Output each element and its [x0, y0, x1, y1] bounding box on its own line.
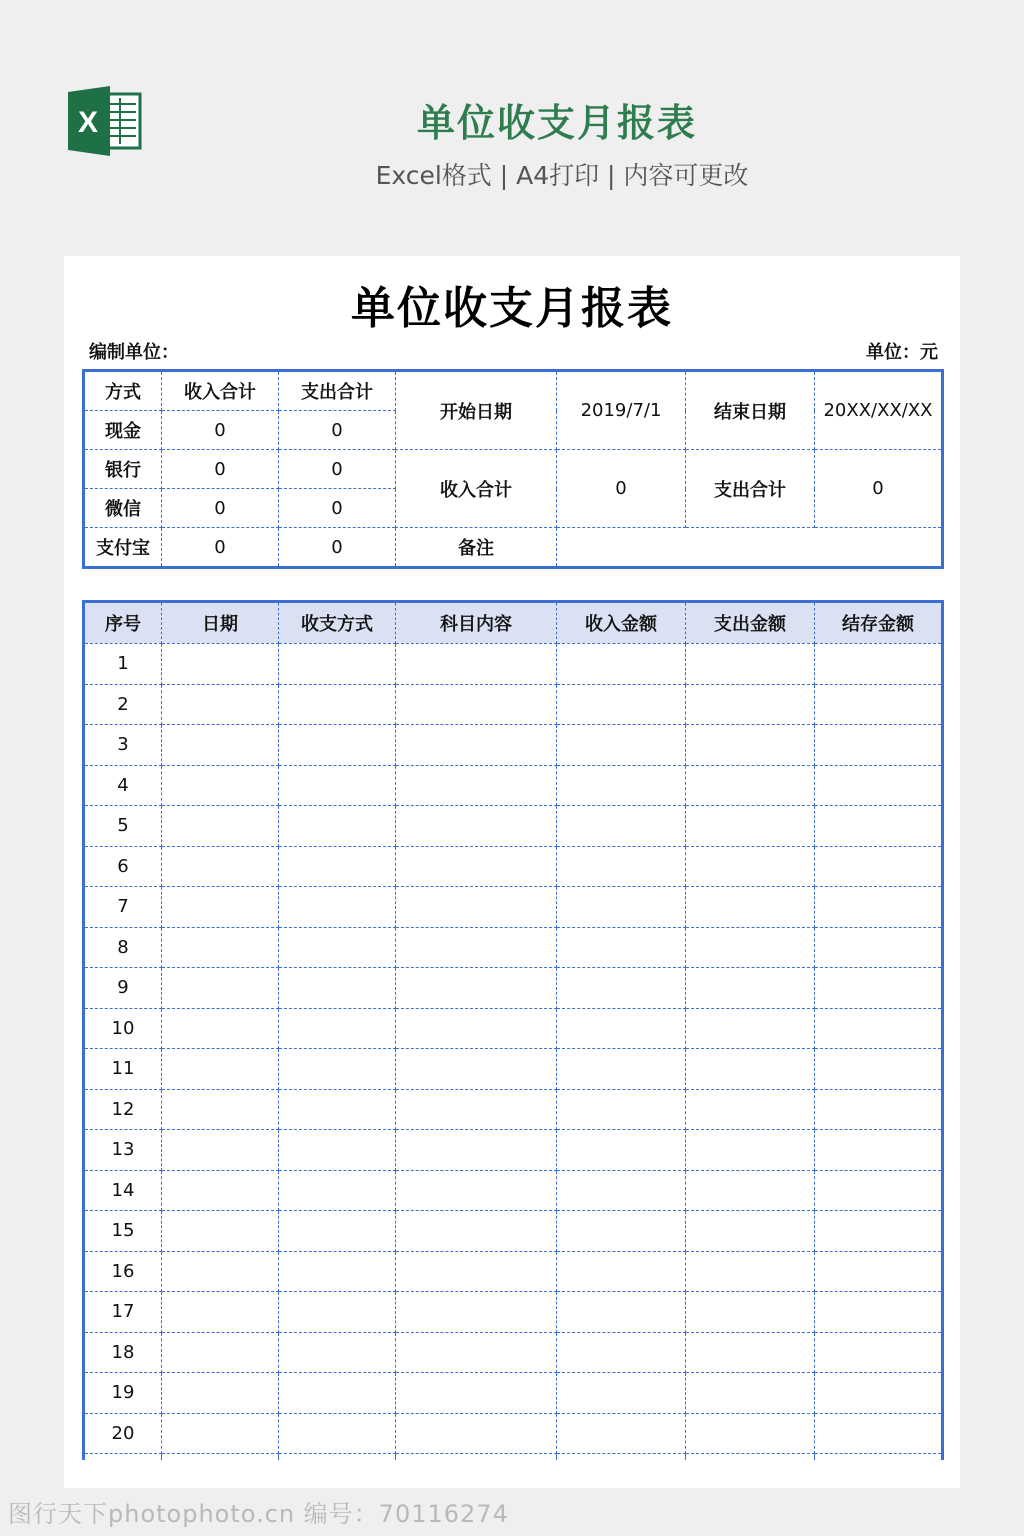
ledger-row: [84, 725, 943, 766]
summary-col-expense: 支出合计: [279, 371, 396, 411]
ledger-cell[interactable]: [815, 1332, 943, 1373]
ledger-cell[interactable]: [815, 1049, 943, 1090]
compiler-label: 编制单位：: [89, 342, 179, 363]
ledger-cell[interactable]: [686, 887, 815, 928]
ledger-cell[interactable]: [396, 1008, 557, 1049]
ledger-cell[interactable]: [686, 1049, 815, 1090]
ledger-cell[interactable]: [686, 1292, 815, 1333]
ledger-cell[interactable]: [396, 725, 557, 766]
ledger-cell[interactable]: [557, 1251, 686, 1292]
ledger-cell[interactable]: [279, 644, 396, 685]
unit-label: 单位：元: [866, 342, 938, 363]
ledger-row: [84, 1211, 943, 1252]
summary-col-income: 收入合计: [162, 371, 279, 411]
ledger-cell[interactable]: [815, 1251, 943, 1292]
ledger-cell[interactable]: [396, 1049, 557, 1090]
ledger-cell[interactable]: [815, 725, 943, 766]
row-number: 19: [84, 1373, 162, 1414]
end-date-value[interactable]: 20XX/XX/XX: [815, 371, 943, 450]
ledger-cell[interactable]: [396, 927, 557, 968]
col-method: 收支方式: [279, 602, 396, 644]
ledger-cell[interactable]: [557, 1211, 686, 1252]
ledger-cell[interactable]: [557, 968, 686, 1009]
ledger-cell[interactable]: [162, 1089, 279, 1130]
summary-col-method: 方式: [84, 371, 162, 411]
ledger-cell[interactable]: [396, 968, 557, 1009]
row-number: 11: [84, 1049, 162, 1090]
ledger-cell[interactable]: [557, 765, 686, 806]
col-date: 日期: [162, 602, 279, 644]
row-number: 7: [84, 887, 162, 928]
ledger-cell[interactable]: [396, 1413, 557, 1454]
ledger-row: [84, 765, 943, 806]
ledger-cell[interactable]: [686, 968, 815, 1009]
row-number: 14: [84, 1170, 162, 1211]
ledger-cell[interactable]: [279, 927, 396, 968]
ledger-cell[interactable]: [686, 765, 815, 806]
ledger-cell[interactable]: [279, 1373, 396, 1414]
method-expense[interactable]: 0: [279, 489, 396, 528]
ledger-cell[interactable]: [557, 1332, 686, 1373]
ledger-row: [84, 1251, 943, 1292]
ledger-cell[interactable]: [279, 1049, 396, 1090]
ledger-cell[interactable]: [686, 1211, 815, 1252]
ledger-row: [84, 887, 943, 928]
col-balance: 结存金额: [815, 602, 943, 644]
ledger-cell[interactable]: [815, 684, 943, 725]
ledger-row: [84, 846, 943, 887]
ledger-cell[interactable]: [815, 1211, 943, 1252]
ledger-cell[interactable]: [686, 644, 815, 685]
ledger-cell[interactable]: [162, 1251, 279, 1292]
remark-value[interactable]: [557, 528, 943, 568]
ledger-cell[interactable]: [815, 1089, 943, 1130]
ledger-cell[interactable]: [279, 1008, 396, 1049]
income-total-label: 收入合计: [396, 450, 557, 528]
ledger-cell[interactable]: [557, 1049, 686, 1090]
ledger-cell[interactable]: [557, 887, 686, 928]
summary-row: [84, 450, 943, 489]
ledger-row: [84, 1332, 943, 1373]
ledger-row: [84, 806, 943, 847]
method-label: 银行: [84, 450, 162, 489]
ledger-cell[interactable]: [686, 927, 815, 968]
ledger-cell[interactable]: [396, 1211, 557, 1252]
ledger-cell[interactable]: [686, 1089, 815, 1130]
ledger-row: [84, 684, 943, 725]
ledger-cell[interactable]: [815, 1008, 943, 1049]
method-income[interactable]: 0: [162, 450, 279, 489]
ledger-cell[interactable]: [686, 1008, 815, 1049]
ledger-cell[interactable]: [396, 1332, 557, 1373]
ledger-cell[interactable]: [279, 725, 396, 766]
row-number: 2: [84, 684, 162, 725]
ledger-row: [84, 1049, 943, 1090]
ledger-cell[interactable]: [815, 806, 943, 847]
method-label: 现金: [84, 411, 162, 450]
ledger-cell[interactable]: [686, 846, 815, 887]
row-number: 1: [84, 644, 162, 685]
row-number: 6: [84, 846, 162, 887]
ledger-cell[interactable]: [815, 1413, 943, 1454]
ledger-cell[interactable]: [279, 1170, 396, 1211]
ledger-cell[interactable]: [162, 1170, 279, 1211]
ledger-cell[interactable]: [686, 1413, 815, 1454]
ledger-cell[interactable]: [162, 927, 279, 968]
ledger-cell[interactable]: [686, 1170, 815, 1211]
expense-total-value[interactable]: 0: [815, 450, 943, 528]
row-number: 10: [84, 1008, 162, 1049]
ledger-cell[interactable]: [279, 684, 396, 725]
ledger-cell[interactable]: [396, 806, 557, 847]
row-number: 13: [84, 1130, 162, 1171]
ledger-cell[interactable]: [396, 887, 557, 928]
ledger-cell[interactable]: [557, 806, 686, 847]
row-number: 3: [84, 725, 162, 766]
ledger-cell[interactable]: [279, 1211, 396, 1252]
ledger-cell[interactable]: [815, 1170, 943, 1211]
row-number: 15: [84, 1211, 162, 1252]
col-subject: 科目内容: [396, 602, 557, 644]
ledger-cell[interactable]: [557, 1089, 686, 1130]
summary-row: [84, 528, 943, 568]
ledger-cell[interactable]: [279, 846, 396, 887]
start-date-label: 开始日期: [396, 371, 557, 450]
ledger-cell[interactable]: [162, 1130, 279, 1171]
ledger-cell[interactable]: [815, 765, 943, 806]
row-number: 20: [84, 1413, 162, 1454]
ledger-cell[interactable]: [162, 1049, 279, 1090]
ledger-cell[interactable]: [815, 644, 943, 685]
ledger-cell[interactable]: [84, 1454, 162, 1461]
row-number: 8: [84, 927, 162, 968]
ledger-row: [84, 1292, 943, 1333]
ledger-cell[interactable]: [557, 1008, 686, 1049]
ledger-cell[interactable]: [162, 968, 279, 1009]
ledger-cell[interactable]: [162, 1211, 279, 1252]
ledger-cell[interactable]: [162, 806, 279, 847]
ledger-cell[interactable]: [686, 684, 815, 725]
ledger-row: [84, 968, 943, 1009]
method-label: 微信: [84, 489, 162, 528]
ledger-cell[interactable]: [815, 1292, 943, 1333]
ledger-cell[interactable]: [162, 684, 279, 725]
ledger-cell[interactable]: [162, 1292, 279, 1333]
ledger-cell[interactable]: [815, 846, 943, 887]
ledger-cell[interactable]: [279, 1292, 396, 1333]
ledger-cell[interactable]: [815, 1130, 943, 1171]
ledger-cell[interactable]: [557, 1454, 686, 1461]
ledger-cell[interactable]: [815, 968, 943, 1009]
end-date-label: 结束日期: [686, 371, 815, 450]
report-title: 单位收支月报表: [351, 283, 673, 334]
ledger-cell[interactable]: [279, 968, 396, 1009]
row-number: 9: [84, 968, 162, 1009]
ledger-cell[interactable]: [396, 1251, 557, 1292]
row-number: 5: [84, 806, 162, 847]
ledger-cell[interactable]: [686, 1332, 815, 1373]
ledger-cell[interactable]: [686, 1373, 815, 1414]
ledger-cell[interactable]: [396, 1089, 557, 1130]
row-number: 12: [84, 1089, 162, 1130]
ledger-row: [84, 1413, 943, 1454]
ledger-cell[interactable]: [162, 1454, 279, 1461]
ledger-cell[interactable]: [279, 765, 396, 806]
ledger-header-row: [84, 602, 943, 644]
ledger-cell[interactable]: [815, 887, 943, 928]
ledger-row: [84, 644, 943, 685]
income-total-value[interactable]: 0: [557, 450, 686, 528]
ledger-cell[interactable]: [396, 1130, 557, 1171]
ledger-cell[interactable]: [396, 684, 557, 725]
ledger-cell[interactable]: [557, 927, 686, 968]
expense-total-label: 支出合计: [686, 450, 815, 528]
ledger-cell[interactable]: [557, 684, 686, 725]
ledger-cell[interactable]: [162, 644, 279, 685]
excel-logo-letter: X: [77, 106, 99, 139]
ledger-cell[interactable]: [162, 846, 279, 887]
ledger-cell[interactable]: [279, 806, 396, 847]
col-seq: 序号: [84, 602, 162, 644]
ledger-cell[interactable]: [557, 1413, 686, 1454]
ledger-cell[interactable]: [557, 846, 686, 887]
ledger-cell[interactable]: [686, 1454, 815, 1461]
method-income[interactable]: 0: [162, 411, 279, 450]
ledger-cell[interactable]: [396, 765, 557, 806]
ledger-cell[interactable]: [557, 1292, 686, 1333]
ledger-cell[interactable]: [279, 1251, 396, 1292]
method-expense[interactable]: 0: [279, 528, 396, 568]
ledger-cell[interactable]: [686, 725, 815, 766]
ledger-cell[interactable]: [162, 765, 279, 806]
ledger-cell[interactable]: [396, 1170, 557, 1211]
ledger-cell[interactable]: [279, 1130, 396, 1171]
ledger-cell[interactable]: [557, 644, 686, 685]
ledger-cell[interactable]: [396, 1292, 557, 1333]
ledger-cell[interactable]: [686, 1251, 815, 1292]
ledger-cell[interactable]: [396, 846, 557, 887]
watermark: 图行天下photophoto.cn 编号：70116274: [8, 1500, 509, 1528]
col-expense: 支出金额: [686, 602, 815, 644]
ledger-row: [84, 1008, 943, 1049]
summary-table: [82, 369, 944, 569]
ledger-cell[interactable]: [162, 1413, 279, 1454]
ledger-row: [84, 1130, 943, 1171]
method-income[interactable]: 0: [162, 528, 279, 568]
method-label: 支付宝: [84, 528, 162, 568]
method-expense[interactable]: 0: [279, 411, 396, 450]
ledger-cell[interactable]: [396, 1454, 557, 1461]
ledger-cell[interactable]: [815, 927, 943, 968]
col-income: 收入金额: [557, 602, 686, 644]
ledger-cell[interactable]: [557, 1130, 686, 1171]
ledger-row: [84, 1089, 943, 1130]
row-number: 18: [84, 1332, 162, 1373]
summary-header-row: [84, 371, 943, 411]
ledger-cell[interactable]: [686, 1130, 815, 1171]
ledger-cell[interactable]: [279, 1332, 396, 1373]
ledger-cell[interactable]: [279, 1454, 396, 1461]
ledger-cell[interactable]: [279, 887, 396, 928]
ledger-cell[interactable]: [396, 1373, 557, 1414]
ledger-cell[interactable]: [162, 1008, 279, 1049]
ledger-cell[interactable]: [815, 1373, 943, 1414]
row-number: 17: [84, 1292, 162, 1333]
ledger-row-partial: [84, 1454, 943, 1461]
ledger-cell[interactable]: [396, 644, 557, 685]
method-expense[interactable]: 0: [279, 450, 396, 489]
ledger-row: [84, 1170, 943, 1211]
start-date-value[interactable]: 2019/7/1: [557, 371, 686, 450]
remark-label: 备注: [396, 528, 557, 568]
method-income[interactable]: 0: [162, 489, 279, 528]
ledger-cell[interactable]: [686, 806, 815, 847]
ledger-cell[interactable]: [815, 1454, 943, 1461]
ledger-cell[interactable]: [557, 1170, 686, 1211]
ledger-table: [82, 600, 944, 1460]
ledger-cell[interactable]: [162, 1373, 279, 1414]
ledger-cell[interactable]: [279, 1089, 396, 1130]
ledger-cell[interactable]: [557, 1373, 686, 1414]
ledger-cell[interactable]: [557, 725, 686, 766]
ledger-cell[interactable]: [279, 1413, 396, 1454]
ledger-cell[interactable]: [162, 1332, 279, 1373]
ledger-cell[interactable]: [162, 725, 279, 766]
ledger-cell[interactable]: [162, 887, 279, 928]
row-number: 16: [84, 1251, 162, 1292]
row-number: 4: [84, 765, 162, 806]
ledger-row: [84, 927, 943, 968]
banner-title: 单位收支月报表: [416, 101, 697, 145]
banner-subtitle: Excel格式 | A4打印 | 内容可更改: [375, 161, 749, 190]
report-sheet: [64, 256, 960, 1488]
ledger-row: [84, 1373, 943, 1414]
